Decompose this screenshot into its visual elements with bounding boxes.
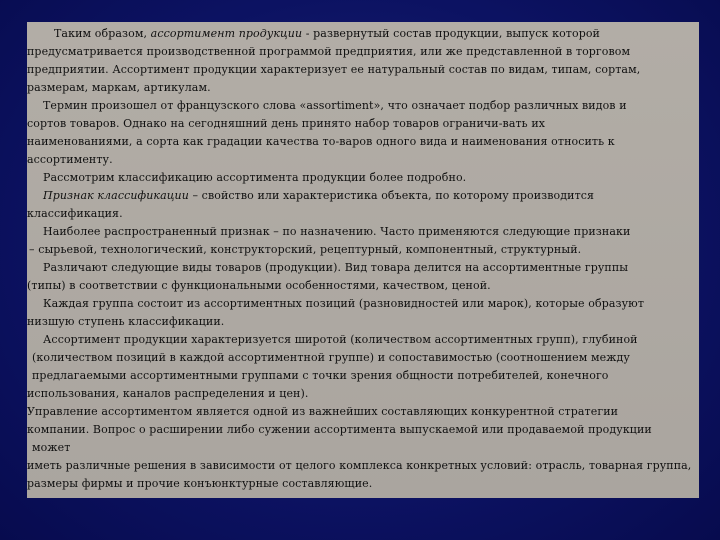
- text-line: ассортименту.: [27, 153, 113, 166]
- text-line: Таким образом, ассортимент продукции - развернутый состав продукции, выпуск которой: [54, 27, 600, 40]
- italic-term: ассортимент продукции: [150, 27, 303, 40]
- text-line: использования, каналов распределения и цен).: [27, 387, 309, 400]
- text-line: (типы) в соответствии с функциональными особенностями, качеством, ценой.: [27, 279, 491, 292]
- text-line: – сырьевой, технологический, конструкторский, рецептурный, компонентный, структурный.: [29, 243, 582, 256]
- text-line: предлагаемыми ассортиментными группами с точки зрения общности потребителей, конечного: [32, 369, 609, 382]
- text-line: сортов товаров. Однако на сегодняшний день принято набор товаров ограничи-вать их: [27, 117, 546, 130]
- text-line: Различают следующие виды товаров (продукции). Вид товара делится на ассортиментные группы: [43, 261, 629, 274]
- text-line: Признак классификации – свойство или характеристика объекта, по которому производится: [43, 189, 595, 202]
- text-line: иметь различные решения в зависимости от целого комплекса конкретных условий: отрасль, товарная группа,: [27, 459, 692, 472]
- text-line: Управление ассортиментом является одной из важнейших составляющих конкурентной стратегии: [27, 405, 619, 418]
- text-line: классификация.: [27, 207, 123, 220]
- text-line: Термин произошел от французского слова «assortiment», что означает подбор различных видов и: [43, 99, 627, 112]
- text-line: Ассортимент продукции характеризуется широтой (количеством ассортиментных групп), глубиной: [43, 333, 638, 346]
- text-line: низшую ступень классификации.: [27, 315, 225, 328]
- text-line: размерам, маркам, артикулам.: [27, 81, 211, 94]
- text-line: предусматривается производственной программой предприятия, или же представленной в торговом: [27, 45, 631, 58]
- text-line: может: [32, 441, 71, 454]
- text-line: наименованиями, а сорта как градации качества то-варов одного вида и наименования относить к: [27, 135, 615, 148]
- text-line: компании. Вопрос о расширении либо сужении ассортимента выпускаемой или продаваемой продукции: [27, 423, 652, 436]
- text-line: размеры фирмы и прочие конъюнктурные составляющие.: [27, 477, 373, 490]
- text-line: Каждая группа состоит из ассортиментных позиций (разновидностей или марок), которые образуют: [43, 297, 645, 310]
- text-line: Наиболее распространенный признак – по назначению. Часто применяются следующие признаки: [43, 225, 631, 238]
- text-line: предприятии. Ассортимент продукции характеризует ее натуральный состав по видам, типам, сортам,: [27, 63, 641, 76]
- text-block: [27, 22, 699, 498]
- text-line: Рассмотрим классификацию ассортимента продукции более подробно.: [43, 171, 467, 184]
- italic-term: Признак классификации: [43, 189, 189, 202]
- text-line: (количеством позиций в каждой ассортиментной группе) и сопоставимостью (соотношением между: [32, 351, 630, 364]
